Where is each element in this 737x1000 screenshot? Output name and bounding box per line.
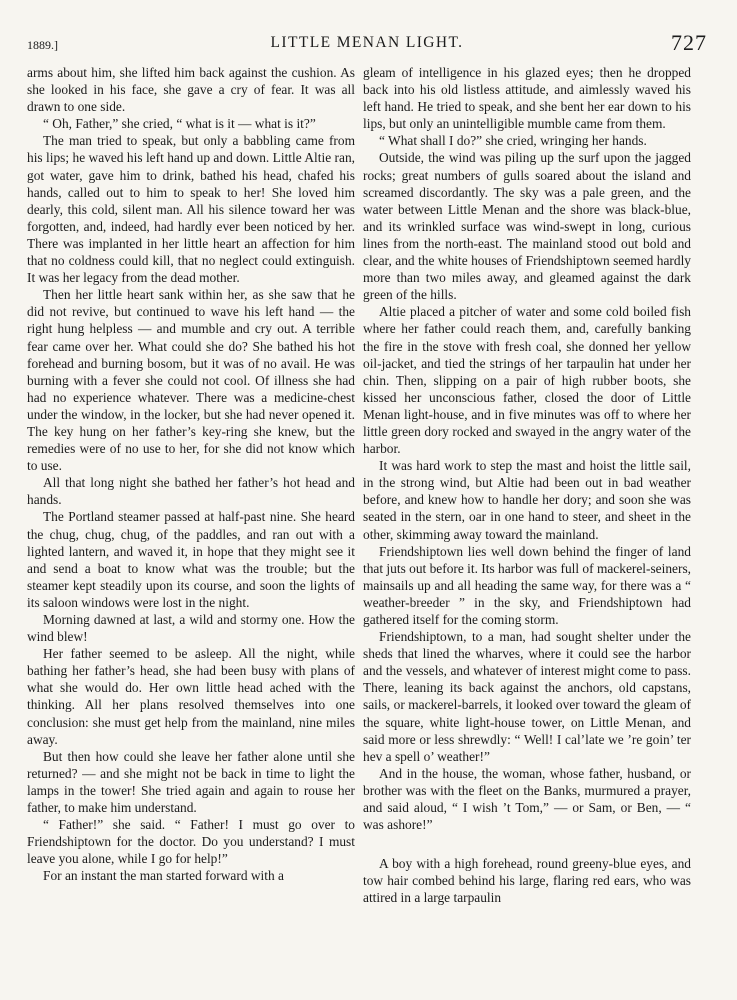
paragraph: Outside, the wind was piling up the surf upon the jagged rocks; great numbers of gulls soared about the island and screamed discordantly. The sky was a pale green, and the water between Little Menan and the shore was black-blue, and its wrinkled surface was wind-swept in long, curious lines from the north-east. The mainland stood out bold and clear, and the white houses of Friendshiptown seemed hardly more than two miles away, and gleamed against the dark green of the hills.: [363, 150, 691, 303]
paragraph: “ What shall I do?” she cried, wringing her hands.: [379, 133, 647, 149]
paragraph: The man tried to speak, but only a babbling came from his lips; he waved his left hand up and down. Little Altie ran, got water, gave him to drink, bathed his head, chafed his hands, called out to him to speak to her! She loved him dearly, this cold, silent man. All his silence toward her was forgotten, and, indeed, had hardly ever been noticed by her. There was implanted in her little heart an affection for him that no coldness could kill, that no neglect could extinguish. It was her legacy from the dead mother.: [27, 133, 355, 286]
paragraph: And in the house, the woman, whose father, husband, or brother was with the fleet on the Banks, murmured a prayer, and said aloud, “ I wish ’t Tom,” — or Sam, or Ben, — “ was ashore!”: [363, 765, 691, 833]
header-year: 1889.]: [27, 38, 58, 52]
paragraph: Friendshiptown, to a man, had sought shelter under the sheds that lined the wharves, where it could see the harbor and the vessels, and whatever of interest might come to pass. There, leaning its back against the anchors, old capstans, sails, or mackerel-barrels, it looked over toward the gleam of the square, white light-house tower, on Little Menan, and said more or less shrewdly: “ Well! I cal’late we ’re goin’ ter hev a spell o’ weather!”: [363, 629, 691, 764]
paragraph: Morning dawned at last, a wild and stormy one. How the wind blew!: [27, 612, 355, 645]
paragraph: A boy with a high forehead, round greeny-blue eyes, and tow hair combed behind his large, flaring red ears, who was attired in a large tarpaulin: [363, 856, 691, 906]
paragraph: For an instant the man started forward with a: [43, 868, 284, 884]
left-column: [27, 64, 355, 885]
page-number: 727: [671, 30, 707, 55]
paragraph: arms about him, she lifted him back against the cushion. As she looked in his face, she gave a cry of fear. It was all drawn to one side.: [27, 65, 355, 115]
paragraph: Her father seemed to be asleep. All the night, while bathing her father’s head, she had been busy with plans of what she would do. Her own little head ached with the thinking. All her plans resolved themselves into one conclusion: she must get help from the mainland, nine miles away.: [27, 646, 355, 747]
paragraph: The Portland steamer passed at half-past nine. She heard the chug, chug, chug, of the paddles, and ran out with a lighted lantern, and waved it, in hope that they might see it and send a boat to know what was the trouble; but the steamer kept steadily upon its course, and soon the lights of its saloon windows were lost in the night.: [27, 509, 355, 610]
paragraph: “ Oh, Father,” she cried, “ what is it — what is it?”: [43, 116, 316, 132]
right-column: [363, 64, 691, 907]
running-header: [27, 30, 707, 60]
paragraph: It was hard work to step the mast and hoist the little sail, in the strong wind, but Altie had been out in bad weather before, and knew how to handle her dory; and soon she was seated in the stern, oar in one hand to steer, and sheet in the other, skimming away toward the mainland.: [363, 458, 691, 542]
paragraph: “ Father!” she said. “ Father! I must go over to Friendshiptown for the doctor. Do you understand? I must leave you alone, while I go for help!”: [27, 817, 355, 867]
header-title: LITTLE MENAN LIGHT.: [270, 34, 464, 51]
paragraph: gleam of intelligence in his glazed eyes; then he dropped back into his old listless attitude, and aimlessly waved his left hand. He tried to speak, and she bent her ear down to his lips, but only an unintelligible mumble came from them.: [363, 65, 691, 132]
paragraph: Altie placed a pitcher of water and some cold boiled fish where her father could reach them, and, carefully banking the fire in the stove with fresh coal, she donned her yellow oil-jacket, and tied the strings of her tarpaulin hat under her chin. Then, slipping on a pair of high rubber boots, she kissed her unconscious father, closed the door of Little Menan light-house, and in five minutes was off to where her little green dory rocked and swayed in the angry water of the harbor.: [363, 304, 691, 457]
paragraph: But then how could she leave her father alone until she returned? — and she might not be back in time to light the lamps in the tower! She tried again and again to rouse her father, to make him understand.: [27, 748, 355, 816]
paragraph: Then her little heart sank within her, as she saw that he did not revive, but continued to wave his left hand — the right hung helpless — and mumble and cry out. A terrible fear came over her. What could she do? She bathed his hot forehead and burning bosom, but it was of no avail. He was burning with a fever she could not cool. Of illness she had had no experience whatever. There was a medicine-chest under the window, in the locker, but she had never opened it. The key hung on her father’s key-ring she knew, but the remedies were of no use to her, for she did not know which to use.: [27, 287, 355, 474]
paragraph: All that long night she bathed her father’s hot head and hands.: [27, 475, 355, 508]
paragraph: Friendshiptown lies well down behind the finger of land that juts out before it. Its harbor was full of mackerel-seiners, mainsails up and all heading the same way, for there was a “ weather-breeder ” in the sky, and Friendshiptown had gathered itself for the coming storm.: [363, 543, 691, 627]
